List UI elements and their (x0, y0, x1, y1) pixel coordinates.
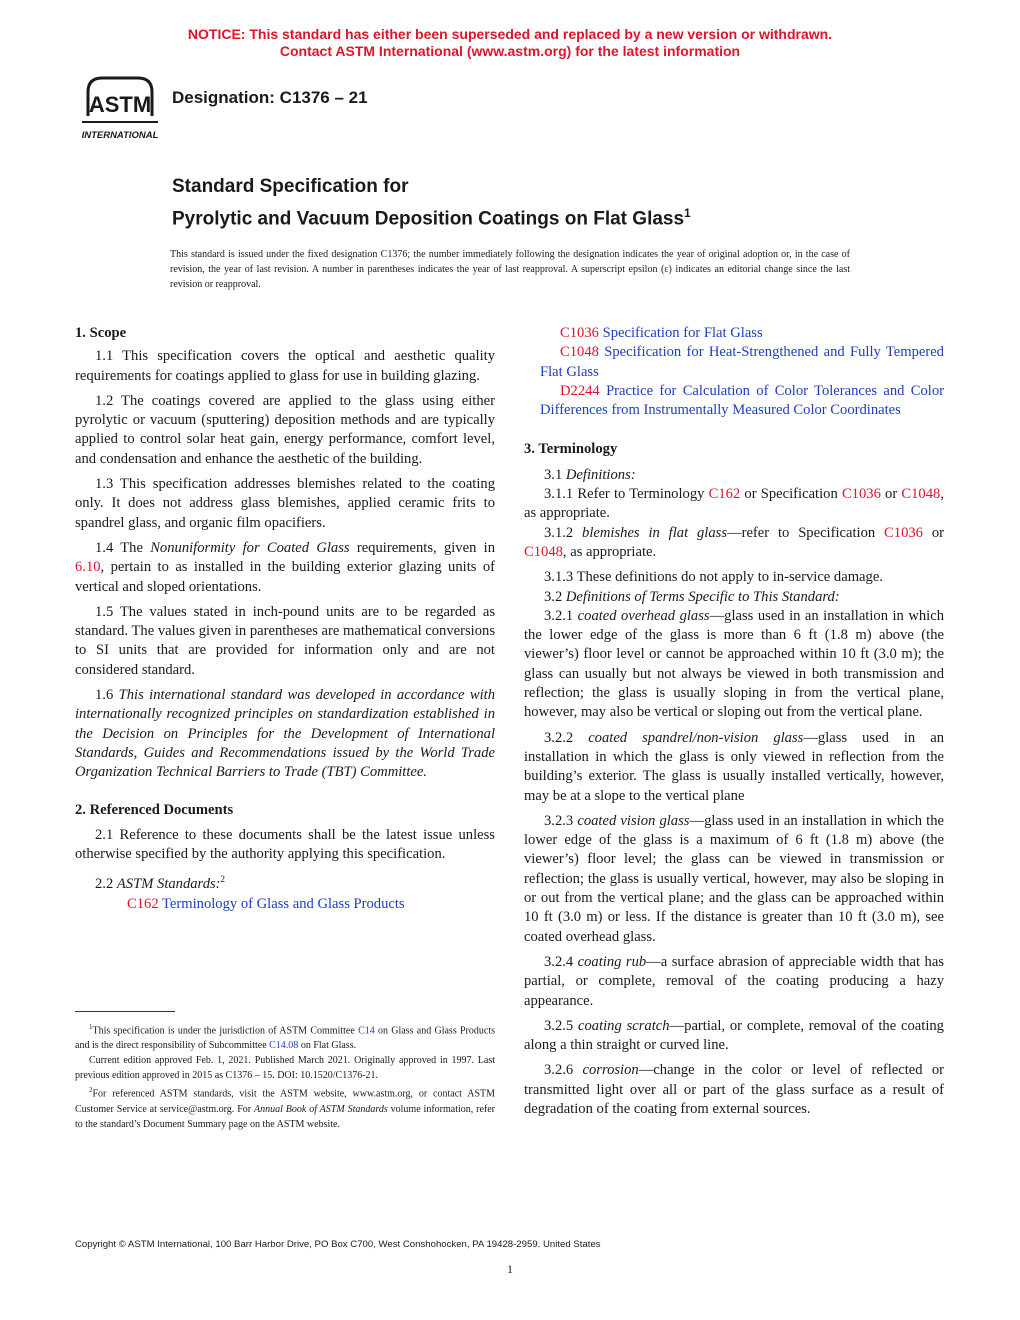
term-3-2-3-number: 3.2.3 (544, 812, 578, 829)
footnote-1-text-c: on Flat Glass. (298, 1040, 357, 1052)
scope-1-6-text: This international standard was developed in accordance with internationally recognized principles on standardization established in the Decision on Principles for the Development of International Standards, Guides and Recommendations issued by the World Trade Organization Technical Barriers to Trade (TBT) Committee. (75, 687, 496, 781)
ref-item-c162[interactable] (91, 895, 495, 914)
term-3-2-label: Definitions of Terms Specific to This Standard: (565, 588, 840, 605)
astm-standards-label: ASTM Standards: (116, 876, 221, 893)
page-number: 1 (507, 1262, 513, 1276)
title-line-2 (172, 200, 691, 232)
terminology-heading: 3. Terminology (524, 441, 618, 458)
term-3-1-1 (524, 485, 944, 524)
refdocs-2-2-number: 2.2 (95, 876, 117, 893)
term-3-1-3: 3.1.3 These definitions do not apply to in-service damage. (544, 569, 883, 586)
copyright-line: Copyright © ASTM International, 100 Barr Harbor Drive, PO Box C700, West Conshohocken, PA 19428-2959. United States (75, 1239, 601, 1250)
footnote-1-edition: Current edition approved Feb. 1, 2021. Published March 2021. Originally approved in 1997. Last previous edition approved in 2015 as C1376 – 15. DOI: 10.1520/C1376-21. (75, 1055, 495, 1082)
astm-logo (74, 72, 166, 144)
astm-logo-graphic (74, 72, 166, 144)
term-3-1-2-text-d: , as appropriate. (562, 543, 657, 560)
refdocs-heading: 2. Referenced Documents (75, 801, 234, 818)
ref-title[interactable]: Practice for Calculation of Color Tolerances and Color Differences from Instrumentally Measured Color Coordinates (540, 382, 944, 419)
ref-code[interactable]: C1048 (560, 344, 599, 361)
term-coated-spandrel-glass: coated spandrel/non-vision glass (588, 729, 804, 746)
subcommittee-c14-08-link[interactable]: C14.08 (269, 1040, 299, 1052)
issue-note: This standard is issued under the fixed designation C1376; the number immediately following the designation indicates the year of original adoption or, in the case of revision, the year of last revision. A number in parentheses indicates the year of last reapproval. A superscript epsilon (ε) indicates an editorial change since the last revision or reapproval. (170, 249, 850, 290)
footnote-1 (75, 1020, 495, 1053)
definitions-label: Definitions: (565, 466, 636, 483)
refdocs-2-2 (75, 870, 495, 894)
ref-code[interactable]: C1036 (560, 325, 599, 341)
title-footnote-mark: 1 (684, 206, 691, 220)
term-3-2-4-definition: —a surface abrasion of appreciable width that has partial, or complete, removal of the coating producing a hazy appearance. (524, 953, 944, 1009)
term-3-1-1-text-a: 3.1.1 Refer to Terminology (544, 486, 709, 503)
term-3-2-5 (524, 1017, 944, 1056)
term-3-2 (524, 588, 944, 607)
ref-item-d2244[interactable] (524, 382, 944, 421)
c162-link[interactable]: C162 (708, 486, 741, 503)
scope-1-6 (75, 686, 495, 782)
scope-1-4-end: , pertain to as installed in the building exterior glazing units of vertical and sloped orientations. (75, 559, 495, 595)
term-3-2-6 (524, 1061, 944, 1119)
committee-c14-link[interactable]: C14 (358, 1025, 375, 1037)
footnote-2-text-c: volume information, refer to the standard’s Document Summary page on the ASTM website. (75, 1103, 495, 1130)
term-3-2-5-definition: —partial, or complete, removal of the coating along a thin straight or curved line. (524, 1017, 944, 1054)
term-3-2-6-number: 3.2.6 (544, 1062, 583, 1079)
scope-1-2: 1.2 The coatings covered are applied to the glass using either pyrolytic or vacuum (sputtering) deposition methods and are typically applied to control solar heat gain, energy performance, comfort level, and condensation and enhance the aesthetic of the building. (75, 392, 495, 467)
withdrawal-notice (0, 26, 1020, 60)
title-main: Pyrolytic and Vacuum Deposition Coatings on Flat Glass (172, 208, 685, 230)
term-coated-vision-glass: coated vision glass (577, 812, 690, 829)
term-3-1-2 (524, 524, 944, 563)
footnote-2 (75, 1083, 495, 1131)
c1036-link[interactable]: C1036 (841, 486, 881, 503)
footnote-1-text-a: This specification is under the jurisdiction of ASTM Committee (92, 1025, 359, 1037)
logo-subtext: INTERNATIONAL (81, 130, 159, 141)
term-3-1-1-text-b: or Specification (740, 486, 842, 503)
term-3-2-4-number: 3.2.4 (544, 953, 578, 970)
term-3-2-3-definition: —glass used in an installation in which the lower edge of the glass is a maximum of 6 ft (1.8 m) above (the viewer’s) floor level; the glass can be viewed in transmission or reflection; the glass is usually vertical, however, may also be sloping in or out from the vertical plane; and the glass can be approached within 10 ft (3.0 m) or less. If the distance is greater than 10 ft (3.0 m), see coated overhead glass. (524, 812, 944, 945)
term-3-2-number: 3.2 (544, 588, 566, 605)
term-3-2-3 (524, 812, 944, 947)
scope-1-3: 1.3 This specification addresses blemishes related to the coating only. It does not address glass blemishes, applied ceramic frits to spandrel glass, and organic film opacifiers. (75, 476, 495, 531)
ref-code[interactable]: D2244 (560, 382, 600, 399)
term-3-2-2-number: 3.2.2 (544, 729, 589, 746)
footnote-2-text-a: For referenced ASTM standards, visit the ASTM website, www.astm.org, or contact ASTM Customer Service at service@astm.org. For (75, 1088, 495, 1115)
term-3-1-1-text-c: or (880, 486, 902, 503)
scope-heading: 1. Scope (75, 325, 127, 341)
scope-1-1: 1.1 This specification covers the optical and aesthetic quality requirements for coatings applied to glass for use in building glazing. (75, 348, 495, 384)
term-3-2-5-number: 3.2.5 (544, 1017, 578, 1034)
ref-item-c1048[interactable] (524, 343, 944, 382)
section-6-10-link[interactable]: 6.10 (75, 559, 101, 576)
term-3-2-1-definition: —glass used in an installation in which the lower edge of the glass is more than 6 ft (1.8 m) above (the viewer’s) floor level or cannot be approached within 10 ft (3.0 m); the glass can usually but not always be viewed in both transmission and reflection; the glass is usually sloping in from the vertical plane, however, may also be vertical or sloping out from the vertical plane. (524, 607, 944, 721)
c1036-link[interactable]: C1036 (884, 524, 923, 541)
term-3-2-6-definition: —change in the color or level of reflected or transmitted light over all or part of the glass surface as a result of degradation of the coating from external sources. (524, 1062, 944, 1117)
term-3-2-1-number: 3.2.1 (544, 607, 578, 624)
scope-1-4-term: Nonuniformity for Coated Glass (150, 539, 350, 556)
term-3-1-1-text-d: , as appropriate. (524, 486, 944, 522)
term-coating-rub: coating rub (577, 953, 647, 970)
document-title (172, 174, 691, 232)
right-column (524, 324, 944, 1119)
c1048-link[interactable]: C1048 (524, 543, 563, 560)
logo-text: ASTM (88, 92, 152, 117)
scope-1-4-mid: requirements, given in (349, 539, 495, 556)
ref-code[interactable]: C162 (127, 895, 159, 912)
ref-title[interactable]: Terminology of Glass and Glass Products (162, 895, 405, 912)
term-3-1 (524, 466, 944, 485)
left-column (75, 324, 495, 914)
scope-1-6-number: 1.6 (95, 687, 119, 704)
scope-1-5: 1.5 The values stated in inch-pound units are to be regarded as standard. The values given in parentheses are mathematical conversions to SI units that are provided for information only and are not considered standard. (75, 603, 495, 678)
term-coating-scratch: coating scratch (578, 1017, 670, 1034)
term-3-2-4 (524, 953, 944, 1011)
notice-line-2: Contact ASTM International (www.astm.org) for the latest information (279, 43, 741, 59)
footnote-2-mark: 2 (220, 874, 226, 885)
term-3-1-number: 3.1 (544, 466, 566, 483)
notice-line-1: NOTICE: This standard has either been superseded and replaced by a new version or withdrawn. (187, 26, 833, 42)
ref-title[interactable]: Specification for Flat Glass (602, 325, 763, 341)
scope-1-4-prefix: 1.4 The (95, 539, 151, 556)
c1048-link[interactable]: C1048 (901, 486, 941, 503)
footnote-divider (75, 1011, 175, 1012)
term-3-1-2-text-c: or (922, 524, 944, 541)
footnote-2-mark-bottom: 2 (89, 1086, 93, 1095)
term-3-1-2-text-b: —refer to Specification (727, 524, 885, 541)
scope-1-4 (75, 539, 495, 597)
term-3-2-2 (524, 729, 944, 806)
footnote-1-text-b: on Glass and Glass Products and is the direct responsibility of Subcommittee (75, 1025, 495, 1052)
footnote-1-mark: 1 (89, 1023, 93, 1031)
term-coated-overhead-glass: coated overhead glass (577, 607, 710, 624)
annual-book-title: Annual Book of ASTM Standards (253, 1103, 388, 1115)
term-corrosion: corrosion (582, 1062, 639, 1079)
ref-item-c1036[interactable] (524, 324, 944, 343)
term-3-2-2-definition: —glass used in an installation in which the glass is only viewed in reflection from the building’s exterior. The glass is usually installed vertically, however, may be at a slope to the vertical plane (524, 729, 945, 804)
ref-title[interactable]: Specification for Heat-Strengthened and Fully Tempered Flat Glass (540, 344, 944, 380)
term-3-2-1 (524, 607, 944, 723)
term-3-1-2-number: 3.1.2 (544, 524, 583, 541)
title-line-1: Standard Specification for (172, 176, 409, 197)
term-blemishes: blemishes in flat glass (582, 524, 727, 541)
refdocs-2-1: 2.1 Reference to these documents shall be the latest issue unless otherwise specified by the authority applying this specification. (75, 826, 495, 863)
designation: Designation: C1376 – 21 (172, 88, 368, 107)
footnotes (75, 1020, 495, 1132)
